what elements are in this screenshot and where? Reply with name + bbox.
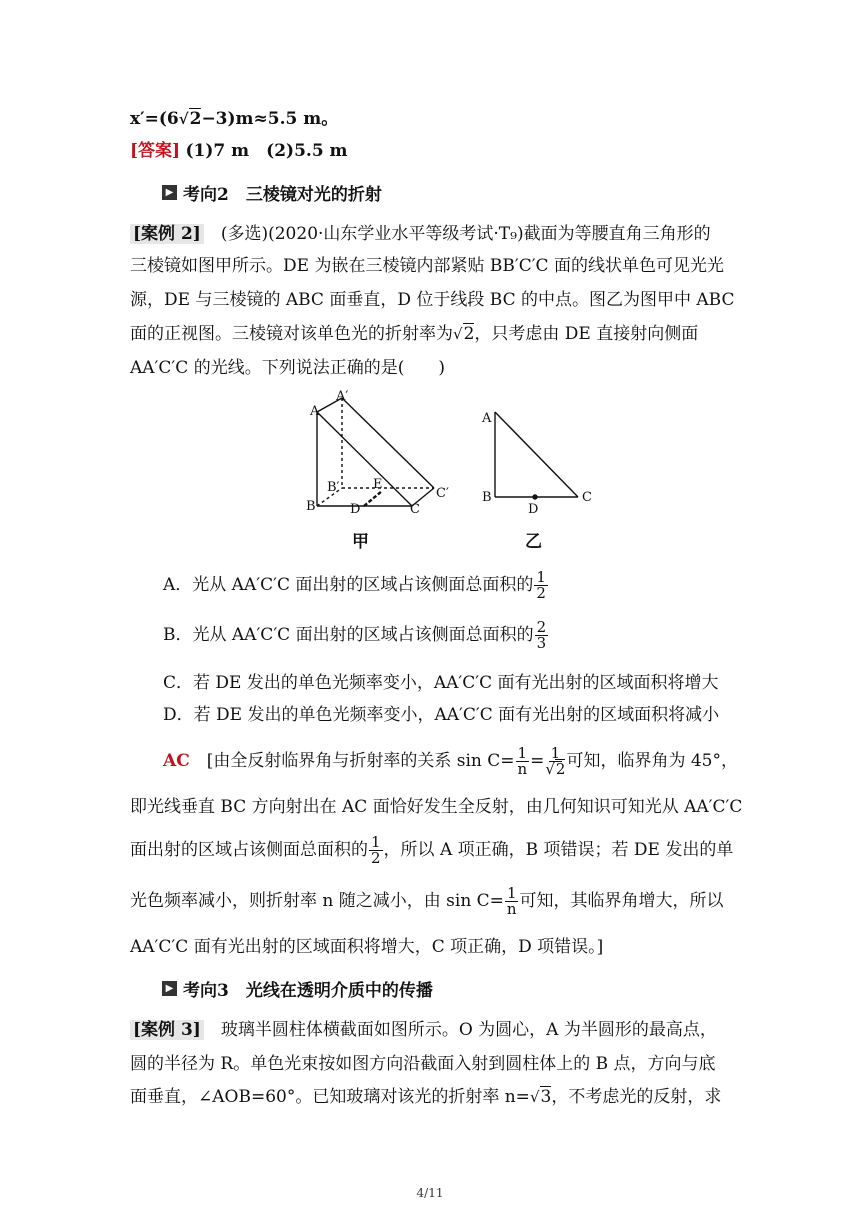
option-b[interactable]: B．光从 AA′C′C 面出射的区域占该侧面总面积的 $\frac{2}{3}$ — [163, 618, 547, 652]
case2-line1: [案例 2] (多选)(2020·山东学业水平等级考试·T₉)截面为等腰直角三角形的 — [130, 223, 711, 245]
label-b-prime: B′ — [327, 480, 340, 495]
solution-line4: 光色频率减小，则折射率 n 随之减小，由 sin C= $\frac{1}{n}$ 可知，其临界角增大，所以 — [130, 884, 724, 918]
label-b: B — [306, 499, 316, 514]
play-icon: ▶ — [162, 185, 177, 200]
case2-line2: 三棱镜如图甲所示。DE 为嵌在三棱镜内部紧贴 BB′C′C 面的线状单色可见光光 — [130, 256, 724, 276]
label-b-yi: B — [482, 490, 492, 505]
case2-line4: 面的正视图。三棱镜对该单色光的折射率为√2，只考虑由 DE 直接射向侧面 — [130, 324, 699, 344]
label-a-prime: A′ — [336, 389, 349, 404]
case2-line3: 源，DE 与三棱镜的 ABC 面垂直，D 位于线段 BC 的中点。图乙为图甲中 ABC — [130, 290, 735, 310]
label-e: E — [373, 477, 383, 492]
page-number: 4/11 — [416, 1186, 444, 1200]
result-line: x′=(6√2−3)m≈5.5 m。 — [130, 109, 339, 129]
solution-line5: AA′C′C 面有光出射的区域面积将增大，C 项正确，D 项错误。] — [130, 937, 604, 957]
label-d-yi: D — [528, 502, 539, 517]
label-c-prime: C′ — [436, 486, 449, 501]
answer-tag: [答案] — [130, 141, 181, 161]
option-a[interactable]: A．光从 AA′C′C 面出射的区域占该侧面总面积的 $\frac{1}{2}$ — [163, 568, 546, 602]
play-icon: ▶ — [162, 981, 177, 996]
label-d: D — [350, 502, 361, 517]
caption-yi: 乙 — [525, 532, 542, 552]
label-a-yi: A — [482, 411, 492, 426]
case3-line3: 面垂直，∠AOB=60°。已知玻璃对该光的折射率 n=√3，不考虑光的反射，求 — [130, 1087, 722, 1107]
answer-line: [答案] (1)7 m (2)5.5 m — [130, 141, 348, 161]
case2-line5: AA′C′C 的光线。下列说法正确的是( ) — [130, 358, 445, 378]
solution-line2: 即光线垂直 BC 方向射出在 AC 面恰好发生全反射，由几何知识可知光从 AA′C′C — [130, 797, 743, 817]
section-heading-3: ▶ 考向3 光线在透明介质中的传播 — [162, 976, 433, 1001]
section-heading-2: ▶ 考向2 三棱镜对光的折射 — [162, 180, 382, 205]
label-c: C — [410, 502, 420, 517]
prism-figure — [300, 388, 610, 518]
option-d[interactable]: D．若 DE 发出的单色光频率变小，AA′C′C 面有光出射的区域面积将减小 — [163, 705, 720, 725]
case3-line2: 圆的半径为 R。单色光束按如图方向沿截面入射到圆柱体上的 B 点，方向与底 — [130, 1054, 716, 1074]
solution-line3: 面出射的区域占该侧面总面积的 $\frac{1}{2}$ ，所以 A 项正确，B 项错误；若 DE 发出的单 — [130, 833, 734, 867]
solution-line1: AC [由全反射临界角与折射率的关系 sin C= $\frac{1}{n}$ = $\frac{1}{√2}$ 可知，临界角为 45°， — [163, 744, 738, 778]
label-c-yi: C — [582, 490, 592, 505]
case-tag: [案例 2] — [130, 224, 204, 244]
label-a: A — [310, 404, 320, 419]
caption-jia: 甲 — [352, 532, 369, 552]
case3-line1: [案例 3] 玻璃半圆柱体横截面如图所示。O 为圆心，A 为半圆形的最高点， — [130, 1019, 717, 1041]
option-c[interactable]: C．若 DE 发出的单色光频率变小，AA′C′C 面有光出射的区域面积将增大 — [163, 673, 719, 693]
solution-answer: AC — [163, 751, 190, 771]
case-tag: [案例 3] — [130, 1020, 204, 1040]
figure-yi — [495, 412, 578, 499]
